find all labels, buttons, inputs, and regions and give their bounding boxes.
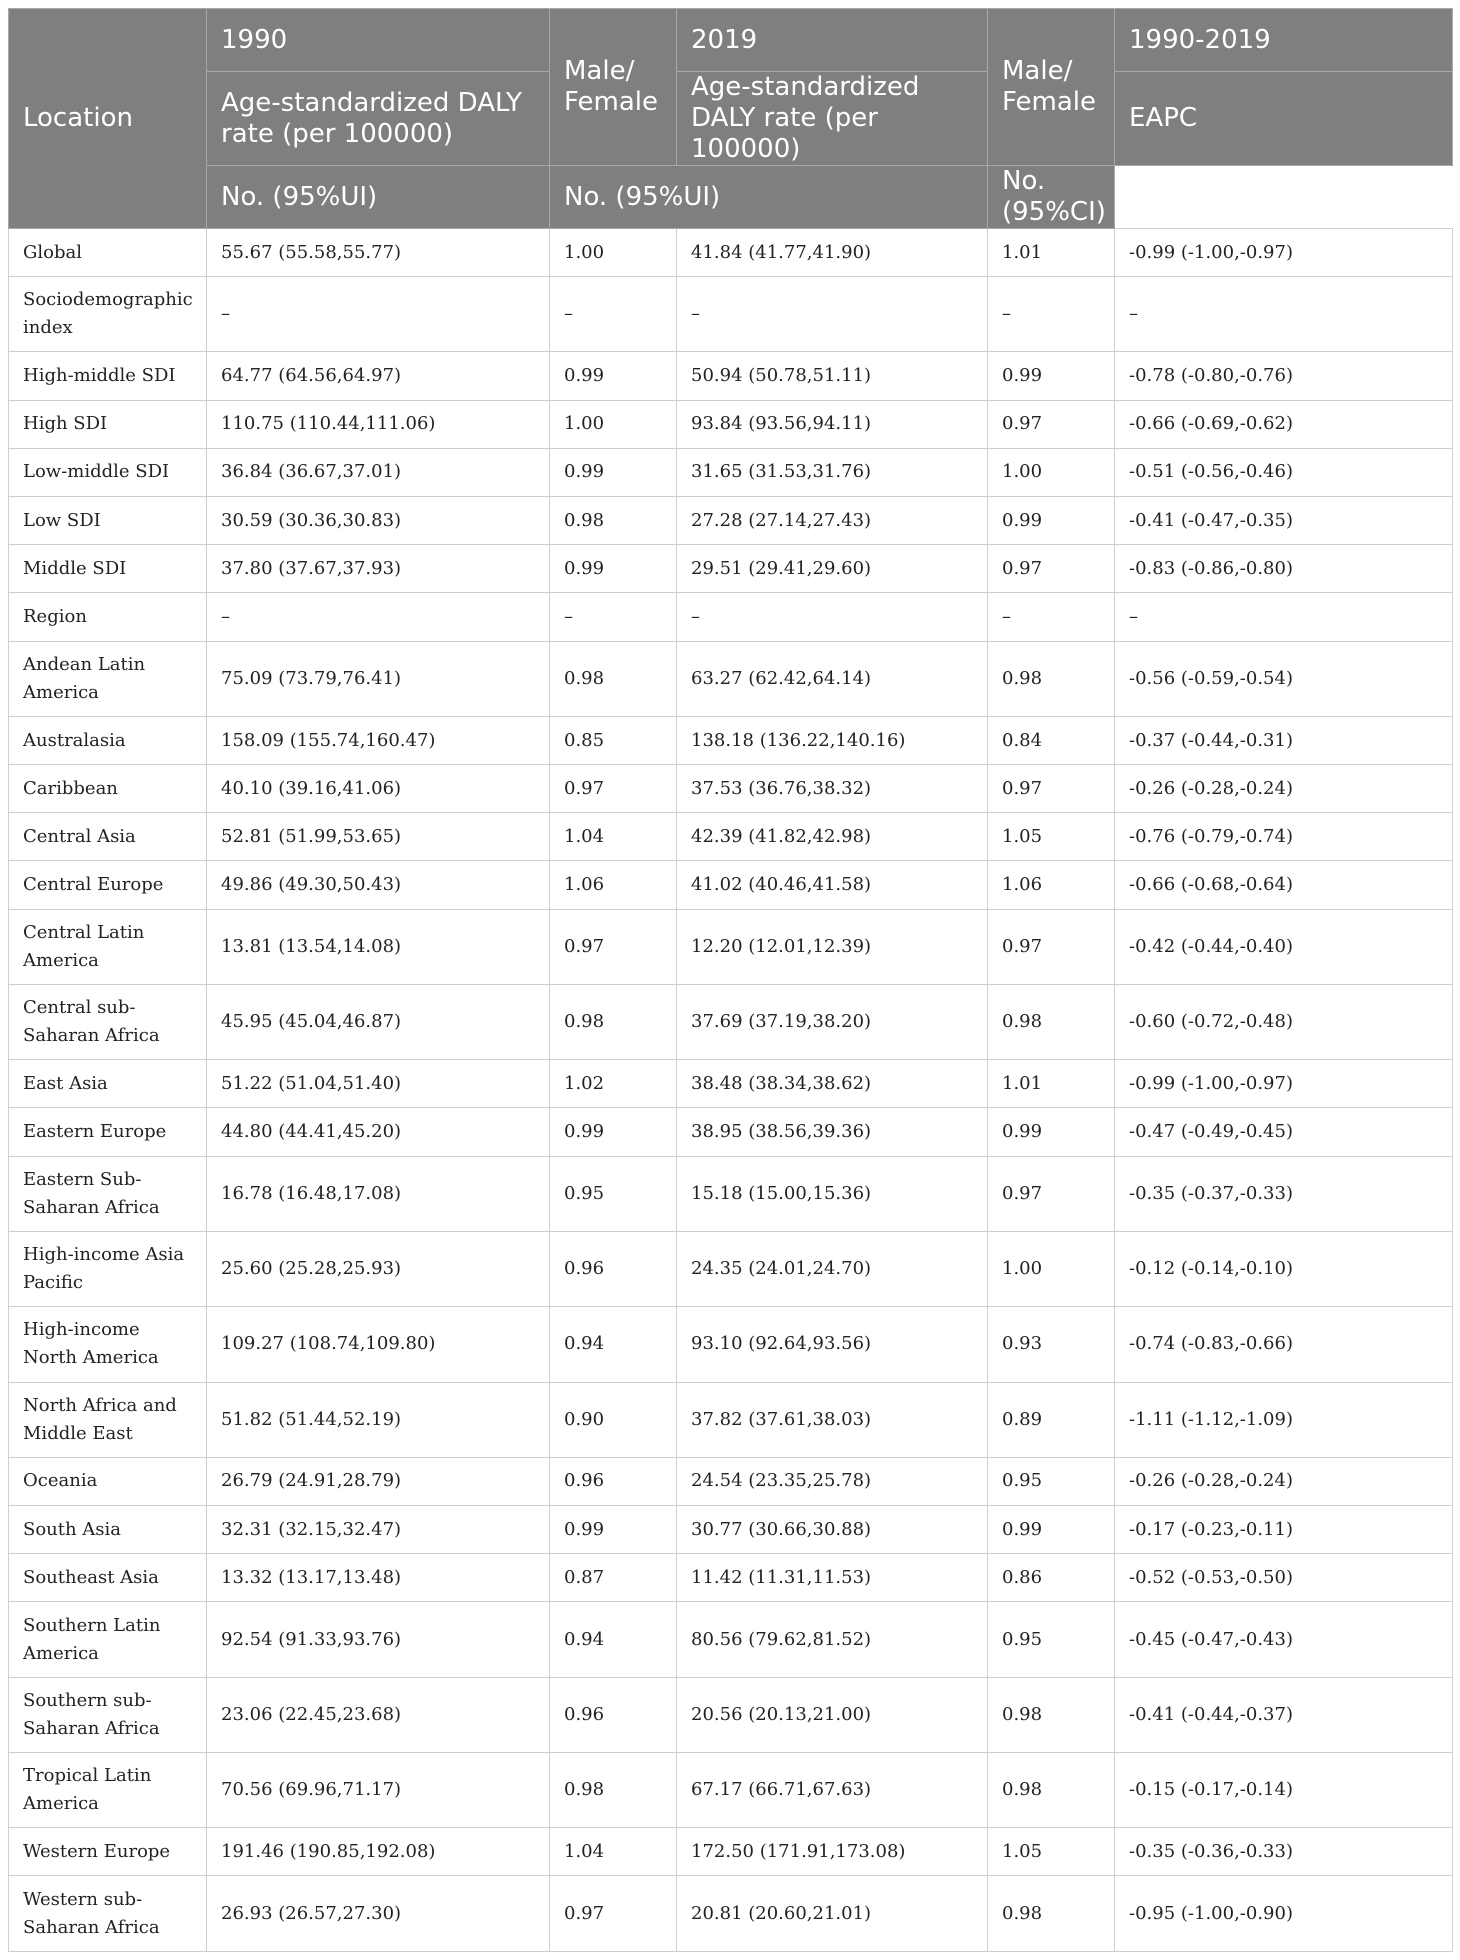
cell-location: Western sub-Saharan Africa — [9, 1876, 207, 1952]
cell-male-female-2019: 0.97 — [988, 1156, 1115, 1231]
cell-eapc: -0.78 (-0.80,-0.76) — [1115, 352, 1453, 400]
cell-daly-2019: 38.95 (38.56,39.36) — [677, 1108, 988, 1156]
cell-male-female-2019: 0.99 — [988, 1108, 1115, 1156]
cell-daly-1990: 23.06 (22.45,23.68) — [207, 1677, 550, 1752]
cell-location: Southeast Asia — [9, 1554, 207, 1602]
cell-male-female-2019: 0.98 — [988, 984, 1115, 1059]
cell-location: Central Asia — [9, 813, 207, 861]
cell-eapc: -0.26 (-0.28,-0.24) — [1115, 1457, 1453, 1505]
cell-male-female-2019: 0.98 — [988, 1677, 1115, 1752]
cell-male-female-2019: 0.95 — [988, 1602, 1115, 1677]
header-male-female-2019: Male/ Female — [988, 9, 1115, 166]
cell-male-female-2019: 0.99 — [988, 1506, 1115, 1554]
cell-daly-1990: 110.75 (110.44,111.06) — [207, 400, 550, 448]
cell-male-female-1990: 0.94 — [550, 1602, 677, 1677]
cell-daly-1990: 36.84 (36.67,37.01) — [207, 448, 550, 496]
cell-male-female-1990: 1.06 — [550, 861, 677, 909]
cell-location: North Africa and Middle East — [9, 1382, 207, 1457]
cell-daly-1990: 70.56 (69.96,71.17) — [207, 1752, 550, 1827]
cell-daly-1990: 51.22 (51.04,51.40) — [207, 1060, 550, 1108]
cell-daly-2019: 41.02 (40.46,41.58) — [677, 861, 988, 909]
cell-eapc: -0.66 (-0.68,-0.64) — [1115, 861, 1453, 909]
cell-male-female-1990: 0.99 — [550, 352, 677, 400]
cell-male-female-1990: 0.99 — [550, 1506, 677, 1554]
cell-eapc: -0.41 (-0.44,-0.37) — [1115, 1677, 1453, 1752]
cell-eapc: -0.52 (-0.53,-0.50) — [1115, 1554, 1453, 1602]
cell-eapc: -0.60 (-0.72,-0.48) — [1115, 984, 1453, 1059]
cell-daly-1990: 45.95 (45.04,46.87) — [207, 984, 550, 1059]
cell-eapc: -0.15 (-0.17,-0.14) — [1115, 1752, 1453, 1827]
table-body — [9, 229, 1453, 1952]
cell-male-female-1990: 0.95 — [550, 1156, 677, 1231]
cell-male-female-2019: 0.95 — [988, 1457, 1115, 1505]
table-row — [9, 1506, 1453, 1554]
cell-male-female-2019: 0.98 — [988, 1752, 1115, 1827]
cell-male-female-2019: – — [988, 277, 1115, 352]
cell-daly-1990: 158.09 (155.74,160.47) — [207, 716, 550, 764]
cell-daly-1990: 51.82 (51.44,52.19) — [207, 1382, 550, 1457]
cell-daly-1990: 44.80 (44.41,45.20) — [207, 1108, 550, 1156]
cell-daly-1990: 13.32 (13.17,13.48) — [207, 1554, 550, 1602]
table-row — [9, 1602, 1453, 1677]
table-row — [9, 1231, 1453, 1306]
cell-male-female-1990: 0.96 — [550, 1457, 677, 1505]
cell-daly-2019: – — [677, 277, 988, 352]
cell-daly-2019: 50.94 (50.78,51.11) — [677, 352, 988, 400]
header-male-female-1990: Male/ Female — [550, 9, 677, 166]
header-daly-rate-2019: Age-standardized DALY rate (per 100000) — [677, 72, 988, 166]
cell-male-female-2019: 0.84 — [988, 716, 1115, 764]
cell-male-female-2019: 0.93 — [988, 1307, 1115, 1382]
cell-male-female-1990: 0.85 — [550, 716, 677, 764]
header-no-ui-2019: No. (95%UI) — [550, 166, 988, 229]
header-no-ci: No. (95%CI) — [988, 166, 1115, 229]
cell-daly-1990: – — [207, 277, 550, 352]
cell-daly-2019: – — [677, 593, 988, 641]
table-row — [9, 1554, 1453, 1602]
table-row — [9, 813, 1453, 861]
table-row — [9, 277, 1453, 352]
table-row — [9, 716, 1453, 764]
cell-daly-1990: 37.80 (37.67,37.93) — [207, 545, 550, 593]
table-row — [9, 229, 1453, 277]
table-row — [9, 909, 1453, 984]
cell-daly-1990: 55.67 (55.58,55.77) — [207, 229, 550, 277]
cell-location: Central Latin America — [9, 909, 207, 984]
cell-daly-2019: 27.28 (27.14,27.43) — [677, 497, 988, 545]
cell-male-female-1990: – — [550, 593, 677, 641]
cell-male-female-2019: 1.05 — [988, 1828, 1115, 1876]
cell-male-female-2019: 0.97 — [988, 909, 1115, 984]
cell-daly-2019: 80.56 (79.62,81.52) — [677, 1602, 988, 1677]
cell-daly-1990: 52.81 (51.99,53.65) — [207, 813, 550, 861]
cell-location: Central Europe — [9, 861, 207, 909]
cell-male-female-1990: 0.96 — [550, 1677, 677, 1752]
table-row — [9, 400, 1453, 448]
cell-daly-2019: 37.82 (37.61,38.03) — [677, 1382, 988, 1457]
cell-male-female-1990: 0.96 — [550, 1231, 677, 1306]
table-row — [9, 1060, 1453, 1108]
cell-daly-2019: 37.53 (36.76,38.32) — [677, 765, 988, 813]
cell-male-female-1990: 0.98 — [550, 497, 677, 545]
cell-male-female-2019: 1.06 — [988, 861, 1115, 909]
header-no-ui-1990: No. (95%UI) — [207, 166, 550, 229]
cell-male-female-1990: 0.98 — [550, 1752, 677, 1827]
cell-location: Southern Latin America — [9, 1602, 207, 1677]
cell-location: Eastern Europe — [9, 1108, 207, 1156]
cell-daly-2019: 63.27 (62.42,64.14) — [677, 641, 988, 716]
cell-location: Caribbean — [9, 765, 207, 813]
cell-eapc: -0.56 (-0.59,-0.54) — [1115, 641, 1453, 716]
daly-table — [8, 8, 1453, 1952]
cell-daly-2019: 24.35 (24.01,24.70) — [677, 1231, 988, 1306]
cell-male-female-1990: 0.94 — [550, 1307, 677, 1382]
cell-daly-2019: 38.48 (38.34,38.62) — [677, 1060, 988, 1108]
cell-daly-2019: 29.51 (29.41,29.60) — [677, 545, 988, 593]
cell-location: Sociodemographic index — [9, 277, 207, 352]
cell-male-female-1990: 1.00 — [550, 400, 677, 448]
cell-daly-1990: 64.77 (64.56,64.97) — [207, 352, 550, 400]
cell-daly-2019: 20.56 (20.13,21.00) — [677, 1677, 988, 1752]
table-row — [9, 1108, 1453, 1156]
table-row — [9, 1156, 1453, 1231]
cell-location: High SDI — [9, 400, 207, 448]
cell-location: Oceania — [9, 1457, 207, 1505]
cell-eapc: -0.95 (-1.00,-0.90) — [1115, 1876, 1453, 1952]
header-eapc: EAPC — [1115, 72, 1453, 166]
table-row — [9, 861, 1453, 909]
cell-male-female-1990: 0.99 — [550, 545, 677, 593]
cell-male-female-2019: – — [988, 593, 1115, 641]
cell-eapc: -0.76 (-0.79,-0.74) — [1115, 813, 1453, 861]
cell-male-female-1990: 1.04 — [550, 813, 677, 861]
cell-location: High-income North America — [9, 1307, 207, 1382]
cell-location: High-middle SDI — [9, 352, 207, 400]
cell-daly-1990: 32.31 (32.15,32.47) — [207, 1506, 550, 1554]
cell-eapc: -1.11 (-1.12,-1.09) — [1115, 1382, 1453, 1457]
cell-eapc: -0.99 (-1.00,-0.97) — [1115, 1060, 1453, 1108]
header-location: Location — [9, 9, 207, 229]
cell-male-female-2019: 1.00 — [988, 1231, 1115, 1306]
cell-daly-2019: 138.18 (136.22,140.16) — [677, 716, 988, 764]
cell-eapc: -0.66 (-0.69,-0.62) — [1115, 400, 1453, 448]
table-row — [9, 593, 1453, 641]
cell-male-female-2019: 0.97 — [988, 765, 1115, 813]
cell-daly-1990: 13.81 (13.54,14.08) — [207, 909, 550, 984]
cell-eapc: -0.12 (-0.14,-0.10) — [1115, 1231, 1453, 1306]
cell-eapc: – — [1115, 593, 1453, 641]
table-row — [9, 641, 1453, 716]
cell-male-female-2019: 1.01 — [988, 229, 1115, 277]
cell-male-female-2019: 0.98 — [988, 641, 1115, 716]
cell-daly-1990: 49.86 (49.30,50.43) — [207, 861, 550, 909]
cell-daly-1990: 26.79 (24.91,28.79) — [207, 1457, 550, 1505]
cell-daly-2019: 93.10 (92.64,93.56) — [677, 1307, 988, 1382]
table-row — [9, 1876, 1453, 1952]
cell-location: Low SDI — [9, 497, 207, 545]
cell-eapc: -0.37 (-0.44,-0.31) — [1115, 716, 1453, 764]
cell-eapc: -0.99 (-1.00,-0.97) — [1115, 229, 1453, 277]
cell-daly-2019: 11.42 (11.31,11.53) — [677, 1554, 988, 1602]
cell-male-female-1990: 0.97 — [550, 1876, 677, 1952]
cell-eapc: -0.17 (-0.23,-0.11) — [1115, 1506, 1453, 1554]
cell-daly-1990: – — [207, 593, 550, 641]
table-row — [9, 1828, 1453, 1876]
cell-male-female-1990: 1.04 — [550, 1828, 677, 1876]
cell-male-female-2019: 1.00 — [988, 448, 1115, 496]
cell-male-female-1990: 0.87 — [550, 1554, 677, 1602]
cell-eapc: -0.51 (-0.56,-0.46) — [1115, 448, 1453, 496]
cell-eapc: -0.74 (-0.83,-0.66) — [1115, 1307, 1453, 1382]
table-row — [9, 1307, 1453, 1382]
cell-eapc: -0.42 (-0.44,-0.40) — [1115, 909, 1453, 984]
cell-eapc: -0.35 (-0.36,-0.33) — [1115, 1828, 1453, 1876]
cell-eapc: -0.47 (-0.49,-0.45) — [1115, 1108, 1453, 1156]
cell-location: Region — [9, 593, 207, 641]
table-row — [9, 984, 1453, 1059]
cell-location: Western Europe — [9, 1828, 207, 1876]
cell-daly-1990: 30.59 (30.36,30.83) — [207, 497, 550, 545]
cell-location: South Asia — [9, 1506, 207, 1554]
cell-male-female-2019: 0.97 — [988, 545, 1115, 593]
cell-daly-2019: 42.39 (41.82,42.98) — [677, 813, 988, 861]
header-year-1990: 1990 — [207, 9, 550, 72]
cell-daly-2019: 41.84 (41.77,41.90) — [677, 229, 988, 277]
cell-daly-1990: 92.54 (91.33,93.76) — [207, 1602, 550, 1677]
cell-location: Eastern Sub-Saharan Africa — [9, 1156, 207, 1231]
cell-location: Southern sub-Saharan Africa — [9, 1677, 207, 1752]
cell-male-female-1990: 0.98 — [550, 984, 677, 1059]
cell-daly-2019: 31.65 (31.53,31.76) — [677, 448, 988, 496]
table-row — [9, 1677, 1453, 1752]
cell-male-female-2019: 0.98 — [988, 1876, 1115, 1952]
cell-location: Middle SDI — [9, 545, 207, 593]
cell-eapc: – — [1115, 277, 1453, 352]
cell-male-female-2019: 0.97 — [988, 400, 1115, 448]
cell-daly-1990: 109.27 (108.74,109.80) — [207, 1307, 550, 1382]
cell-eapc: -0.45 (-0.47,-0.43) — [1115, 1602, 1453, 1677]
cell-daly-1990: 75.09 (73.79,76.41) — [207, 641, 550, 716]
cell-male-female-2019: 0.99 — [988, 352, 1115, 400]
table-row — [9, 1457, 1453, 1505]
cell-location: High-income Asia Pacific — [9, 1231, 207, 1306]
table-header — [9, 9, 1453, 229]
table-row — [9, 1382, 1453, 1457]
header-daly-rate-1990: Age-standardized DALY rate (per 100000) — [207, 72, 550, 166]
cell-eapc: -0.26 (-0.28,-0.24) — [1115, 765, 1453, 813]
cell-location: Australasia — [9, 716, 207, 764]
table-row — [9, 765, 1453, 813]
cell-location: Tropical Latin America — [9, 1752, 207, 1827]
cell-male-female-1990: 0.97 — [550, 909, 677, 984]
cell-daly-2019: 15.18 (15.00,15.36) — [677, 1156, 988, 1231]
cell-male-female-2019: 0.99 — [988, 497, 1115, 545]
cell-male-female-1990: 1.00 — [550, 229, 677, 277]
cell-daly-2019: 30.77 (30.66,30.88) — [677, 1506, 988, 1554]
cell-location: Low-middle SDI — [9, 448, 207, 496]
cell-daly-2019: 24.54 (23.35,25.78) — [677, 1457, 988, 1505]
cell-daly-1990: 16.78 (16.48,17.08) — [207, 1156, 550, 1231]
cell-location: East Asia — [9, 1060, 207, 1108]
cell-male-female-1990: 0.99 — [550, 448, 677, 496]
table-row — [9, 448, 1453, 496]
cell-daly-2019: 20.81 (20.60,21.01) — [677, 1876, 988, 1952]
table-row — [9, 352, 1453, 400]
cell-male-female-1990: 1.02 — [550, 1060, 677, 1108]
cell-daly-2019: 93.84 (93.56,94.11) — [677, 400, 988, 448]
cell-daly-1990: 191.46 (190.85,192.08) — [207, 1828, 550, 1876]
cell-male-female-2019: 1.05 — [988, 813, 1115, 861]
cell-daly-2019: 172.50 (171.91,173.08) — [677, 1828, 988, 1876]
table-row — [9, 545, 1453, 593]
cell-daly-2019: 12.20 (12.01,12.39) — [677, 909, 988, 984]
table-row — [9, 1752, 1453, 1827]
cell-male-female-1990: 0.90 — [550, 1382, 677, 1457]
cell-male-female-2019: 0.89 — [988, 1382, 1115, 1457]
cell-daly-1990: 26.93 (26.57,27.30) — [207, 1876, 550, 1952]
cell-eapc: -0.83 (-0.86,-0.80) — [1115, 545, 1453, 593]
cell-daly-1990: 25.60 (25.28,25.93) — [207, 1231, 550, 1306]
cell-location: Central sub-Saharan Africa — [9, 984, 207, 1059]
cell-male-female-1990: – — [550, 277, 677, 352]
header-year-2019: 2019 — [677, 9, 988, 72]
cell-male-female-1990: 0.97 — [550, 765, 677, 813]
cell-eapc: -0.35 (-0.37,-0.33) — [1115, 1156, 1453, 1231]
header-period: 1990-2019 — [1115, 9, 1453, 72]
cell-location: Andean Latin America — [9, 641, 207, 716]
table-row — [9, 497, 1453, 545]
cell-male-female-1990: 0.98 — [550, 641, 677, 716]
cell-location: Global — [9, 229, 207, 277]
cell-male-female-2019: 1.01 — [988, 1060, 1115, 1108]
cell-male-female-2019: 0.86 — [988, 1554, 1115, 1602]
cell-daly-2019: 37.69 (37.19,38.20) — [677, 984, 988, 1059]
cell-daly-1990: 40.10 (39.16,41.06) — [207, 765, 550, 813]
cell-eapc: -0.41 (-0.47,-0.35) — [1115, 497, 1453, 545]
cell-male-female-1990: 0.99 — [550, 1108, 677, 1156]
cell-daly-2019: 67.17 (66.71,67.63) — [677, 1752, 988, 1827]
